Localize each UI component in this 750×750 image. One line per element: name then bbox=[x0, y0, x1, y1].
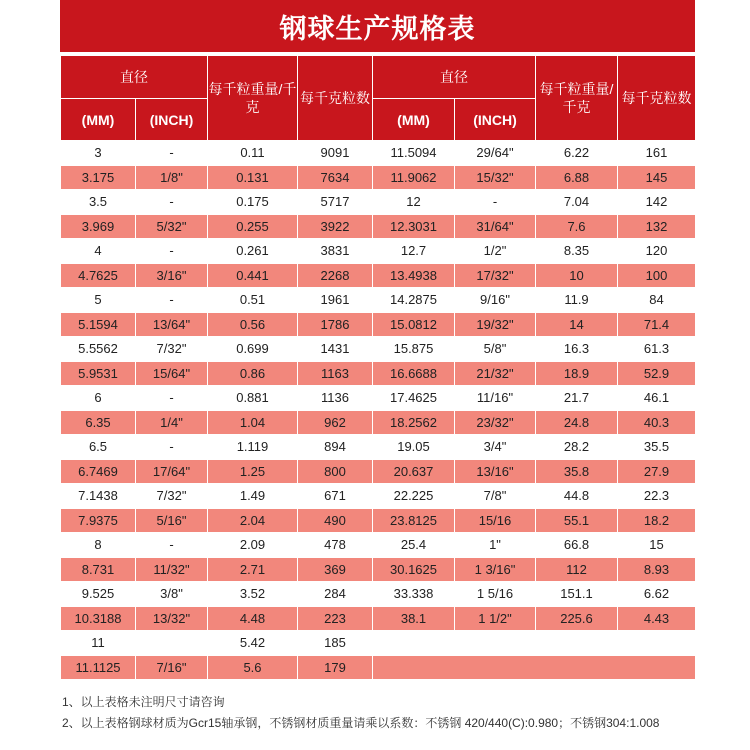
table-cell: 369 bbox=[298, 557, 373, 582]
table-cell: 7/8" bbox=[455, 484, 536, 509]
table-cell: 100 bbox=[618, 263, 696, 288]
table-row bbox=[61, 361, 696, 386]
table-cell: 5/16" bbox=[136, 508, 208, 533]
table-cell: 5/32" bbox=[136, 214, 208, 239]
table-cell: 1 5/16 bbox=[455, 582, 536, 607]
table-cell: 84 bbox=[618, 288, 696, 313]
header-mm-right: (MM) bbox=[373, 99, 455, 141]
table-cell: 7.1438 bbox=[61, 484, 136, 509]
table-cell: 21/32" bbox=[455, 361, 536, 386]
table-cell: 0.441 bbox=[208, 263, 298, 288]
table-cell: 161 bbox=[618, 141, 696, 166]
note-2: 2、以上表格钢球材质为Gcr15轴承钢，不锈钢材质重量请乘以系数：不锈钢 420/440(C):0.980；不锈钢304:1.008 bbox=[62, 716, 660, 730]
table-cell: 11.1125 bbox=[61, 655, 136, 680]
table-row bbox=[61, 631, 696, 656]
table-cell: - bbox=[136, 435, 208, 460]
table-cell: 19.05 bbox=[373, 435, 455, 460]
table-row bbox=[61, 190, 696, 215]
table-cell: 35.5 bbox=[618, 435, 696, 460]
spec-table bbox=[60, 55, 696, 680]
table-cell: 3831 bbox=[298, 239, 373, 264]
table-cell: 61.3 bbox=[618, 337, 696, 362]
table-cell: 15.875 bbox=[373, 337, 455, 362]
table-cell: 0.86 bbox=[208, 361, 298, 386]
table-cell: 17.4625 bbox=[373, 386, 455, 411]
table-row bbox=[61, 288, 696, 313]
table-cell: 284 bbox=[298, 582, 373, 607]
table-cell: 11 bbox=[61, 631, 136, 656]
table-cell: 6.35 bbox=[61, 410, 136, 435]
table-cell: 12.7 bbox=[373, 239, 455, 264]
table-cell: 55.1 bbox=[536, 508, 618, 533]
table-cell: 142 bbox=[618, 190, 696, 215]
table-row bbox=[61, 141, 696, 166]
table-cell: - bbox=[136, 190, 208, 215]
table-row bbox=[61, 214, 696, 239]
table-cell: 23.8125 bbox=[373, 508, 455, 533]
table-row bbox=[61, 459, 696, 484]
table-cell: 6 bbox=[61, 386, 136, 411]
table-cell: 145 bbox=[618, 165, 696, 190]
table-cell: 3 bbox=[61, 141, 136, 166]
spec-table-body bbox=[61, 141, 696, 680]
table-cell: 0.131 bbox=[208, 165, 298, 190]
table-cell: 9/16" bbox=[455, 288, 536, 313]
table-cell: 8.731 bbox=[61, 557, 136, 582]
table-cell: 3.969 bbox=[61, 214, 136, 239]
table-cell: 0.11 bbox=[208, 141, 298, 166]
table-cell bbox=[136, 631, 208, 656]
table-cell: 17/64" bbox=[136, 459, 208, 484]
table-cell: 24.8 bbox=[536, 410, 618, 435]
table-cell: 7.9375 bbox=[61, 508, 136, 533]
table-row bbox=[61, 557, 696, 582]
table-cell: 11.9062 bbox=[373, 165, 455, 190]
table-cell: 0.255 bbox=[208, 214, 298, 239]
table-row bbox=[61, 263, 696, 288]
table-cell: 671 bbox=[298, 484, 373, 509]
table-cell: 20.637 bbox=[373, 459, 455, 484]
table-cell: 18.9 bbox=[536, 361, 618, 386]
table-row bbox=[61, 386, 696, 411]
table-cell: 7/32" bbox=[136, 484, 208, 509]
table-cell: - bbox=[136, 239, 208, 264]
table-cell: 4.43 bbox=[618, 606, 696, 631]
table-cell: 66.8 bbox=[536, 533, 618, 558]
table-cell: 12.3031 bbox=[373, 214, 455, 239]
table-cell: 120 bbox=[618, 239, 696, 264]
table-cell: 490 bbox=[298, 508, 373, 533]
table-cell: 5.5562 bbox=[61, 337, 136, 362]
table-cell: 1/2" bbox=[455, 239, 536, 264]
header-inch-left: (INCH) bbox=[136, 99, 208, 141]
table-cell: 17/32" bbox=[455, 263, 536, 288]
table-cell: 15/16 bbox=[455, 508, 536, 533]
table-cell: 3/4" bbox=[455, 435, 536, 460]
table-cell: 18.2562 bbox=[373, 410, 455, 435]
table-cell: 1" bbox=[455, 533, 536, 558]
table-cell: 13/64" bbox=[136, 312, 208, 337]
table-cell: 1 1/2" bbox=[455, 606, 536, 631]
table-cell: 31/64" bbox=[455, 214, 536, 239]
table-cell: 1136 bbox=[298, 386, 373, 411]
empty-cell bbox=[373, 631, 696, 656]
table-cell: 14.2875 bbox=[373, 288, 455, 313]
table-cell: 11.5094 bbox=[373, 141, 455, 166]
table-cell: 6.7469 bbox=[61, 459, 136, 484]
table-cell: 16.6688 bbox=[373, 361, 455, 386]
table-cell: 1786 bbox=[298, 312, 373, 337]
table-cell: 6.5 bbox=[61, 435, 136, 460]
table-cell: 0.51 bbox=[208, 288, 298, 313]
table-cell: 33.338 bbox=[373, 582, 455, 607]
table-cell: 8.93 bbox=[618, 557, 696, 582]
table-cell: 894 bbox=[298, 435, 373, 460]
table-cell: 1 3/16" bbox=[455, 557, 536, 582]
table-cell: 5.42 bbox=[208, 631, 298, 656]
table-row bbox=[61, 484, 696, 509]
table-cell: 0.881 bbox=[208, 386, 298, 411]
table-cell: 3/8" bbox=[136, 582, 208, 607]
table-cell: 7.6 bbox=[536, 214, 618, 239]
table-cell: 11/16" bbox=[455, 386, 536, 411]
table-cell: 2.09 bbox=[208, 533, 298, 558]
table-cell: 19/32" bbox=[455, 312, 536, 337]
table-cell: 1.119 bbox=[208, 435, 298, 460]
table-cell: 7634 bbox=[298, 165, 373, 190]
table-cell: 10 bbox=[536, 263, 618, 288]
table-cell: 25.4 bbox=[373, 533, 455, 558]
table-cell: 1/8" bbox=[136, 165, 208, 190]
table-cell: - bbox=[136, 533, 208, 558]
table-cell: - bbox=[136, 386, 208, 411]
table-cell: 11/32" bbox=[136, 557, 208, 582]
table-cell: 8.35 bbox=[536, 239, 618, 264]
table-cell: 8 bbox=[61, 533, 136, 558]
table-cell: 2268 bbox=[298, 263, 373, 288]
table-row bbox=[61, 410, 696, 435]
table-cell: - bbox=[136, 288, 208, 313]
table-cell: 21.7 bbox=[536, 386, 618, 411]
table-cell: 7/16" bbox=[136, 655, 208, 680]
table-cell: 13/32" bbox=[136, 606, 208, 631]
table-cell: 1/4" bbox=[136, 410, 208, 435]
table-row bbox=[61, 582, 696, 607]
table-cell: 1431 bbox=[298, 337, 373, 362]
table-cell: 6.62 bbox=[618, 582, 696, 607]
table-cell: 10.3188 bbox=[61, 606, 136, 631]
table-cell: 23/32" bbox=[455, 410, 536, 435]
table-cell: 0.699 bbox=[208, 337, 298, 362]
table-row bbox=[61, 533, 696, 558]
table-row bbox=[61, 337, 696, 362]
table-cell: 28.2 bbox=[536, 435, 618, 460]
table-cell: 3.52 bbox=[208, 582, 298, 607]
table-cell: 1961 bbox=[298, 288, 373, 313]
table-cell: 52.9 bbox=[618, 361, 696, 386]
table-row bbox=[61, 312, 696, 337]
table-cell: 12 bbox=[373, 190, 455, 215]
table-cell: 478 bbox=[298, 533, 373, 558]
page-title: 钢球生产规格表 bbox=[60, 0, 695, 55]
table-cell: 0.261 bbox=[208, 239, 298, 264]
table-cell: 4.7625 bbox=[61, 263, 136, 288]
table-cell: - bbox=[136, 141, 208, 166]
table-cell: 5/8" bbox=[455, 337, 536, 362]
table-cell: 0.56 bbox=[208, 312, 298, 337]
table-cell: 179 bbox=[298, 655, 373, 680]
table-cell: 5.9531 bbox=[61, 361, 136, 386]
table-cell: 962 bbox=[298, 410, 373, 435]
table-cell: 4.48 bbox=[208, 606, 298, 631]
note-1: 1、以上表格未注明尺寸请咨询 bbox=[62, 695, 225, 709]
table-cell: 11.9 bbox=[536, 288, 618, 313]
table-cell: 185 bbox=[298, 631, 373, 656]
table-cell: 13.4938 bbox=[373, 263, 455, 288]
table-row bbox=[61, 606, 696, 631]
header-inch-right: (INCH) bbox=[455, 99, 536, 141]
header-weight-right: 每千粒重量/千克 bbox=[536, 56, 618, 141]
header-weight-left: 每千粒重量/千克 bbox=[208, 56, 298, 141]
header-diameter-left: 直径 bbox=[61, 56, 208, 99]
table-cell: 2.71 bbox=[208, 557, 298, 582]
table-cell: 38.1 bbox=[373, 606, 455, 631]
table-cell: 112 bbox=[536, 557, 618, 582]
table-row bbox=[61, 655, 696, 680]
table-cell: 5 bbox=[61, 288, 136, 313]
table-cell: 1163 bbox=[298, 361, 373, 386]
table-cell: 4 bbox=[61, 239, 136, 264]
table-cell: 18.2 bbox=[618, 508, 696, 533]
table-cell: 800 bbox=[298, 459, 373, 484]
header-diameter-right: 直径 bbox=[373, 56, 536, 99]
spec-sheet bbox=[60, 0, 695, 680]
empty-cell bbox=[373, 655, 696, 680]
table-cell: 46.1 bbox=[618, 386, 696, 411]
table-cell: 9.525 bbox=[61, 582, 136, 607]
table-cell: 6.88 bbox=[536, 165, 618, 190]
table-cell: 71.4 bbox=[618, 312, 696, 337]
table-cell: - bbox=[455, 190, 536, 215]
table-cell: 7.04 bbox=[536, 190, 618, 215]
table-cell: 1.04 bbox=[208, 410, 298, 435]
table-cell: 16.3 bbox=[536, 337, 618, 362]
table-cell: 0.175 bbox=[208, 190, 298, 215]
table-cell: 225.6 bbox=[536, 606, 618, 631]
table-cell: 15 bbox=[618, 533, 696, 558]
table-cell: 13/16" bbox=[455, 459, 536, 484]
table-row bbox=[61, 435, 696, 460]
table-cell: 35.8 bbox=[536, 459, 618, 484]
table-cell: 14 bbox=[536, 312, 618, 337]
table-cell: 30.1625 bbox=[373, 557, 455, 582]
table-cell: 1.49 bbox=[208, 484, 298, 509]
table-cell: 1.25 bbox=[208, 459, 298, 484]
table-cell: 6.22 bbox=[536, 141, 618, 166]
table-cell: 15.0812 bbox=[373, 312, 455, 337]
table-cell: 132 bbox=[618, 214, 696, 239]
table-row bbox=[61, 239, 696, 264]
table-cell: 22.225 bbox=[373, 484, 455, 509]
table-cell: 29/64" bbox=[455, 141, 536, 166]
table-cell: 40.3 bbox=[618, 410, 696, 435]
table-cell: 151.1 bbox=[536, 582, 618, 607]
header-count-left: 每千克粒数 bbox=[298, 56, 373, 141]
table-row bbox=[61, 165, 696, 190]
table-cell: 3922 bbox=[298, 214, 373, 239]
table-row bbox=[61, 508, 696, 533]
table-cell: 9091 bbox=[298, 141, 373, 166]
header-mm-left: (MM) bbox=[61, 99, 136, 141]
table-cell: 5717 bbox=[298, 190, 373, 215]
table-cell: 15/64" bbox=[136, 361, 208, 386]
table-cell: 2.04 bbox=[208, 508, 298, 533]
table-cell: 15/32" bbox=[455, 165, 536, 190]
table-cell: 223 bbox=[298, 606, 373, 631]
table-cell: 3/16" bbox=[136, 263, 208, 288]
table-cell: 5.1594 bbox=[61, 312, 136, 337]
notes bbox=[62, 693, 692, 735]
table-cell: 22.3 bbox=[618, 484, 696, 509]
table-cell: 3.175 bbox=[61, 165, 136, 190]
table-cell: 27.9 bbox=[618, 459, 696, 484]
table-cell: 5.6 bbox=[208, 655, 298, 680]
table-cell: 3.5 bbox=[61, 190, 136, 215]
header-count-right: 每千克粒数 bbox=[618, 56, 696, 141]
table-cell: 7/32" bbox=[136, 337, 208, 362]
table-cell: 44.8 bbox=[536, 484, 618, 509]
